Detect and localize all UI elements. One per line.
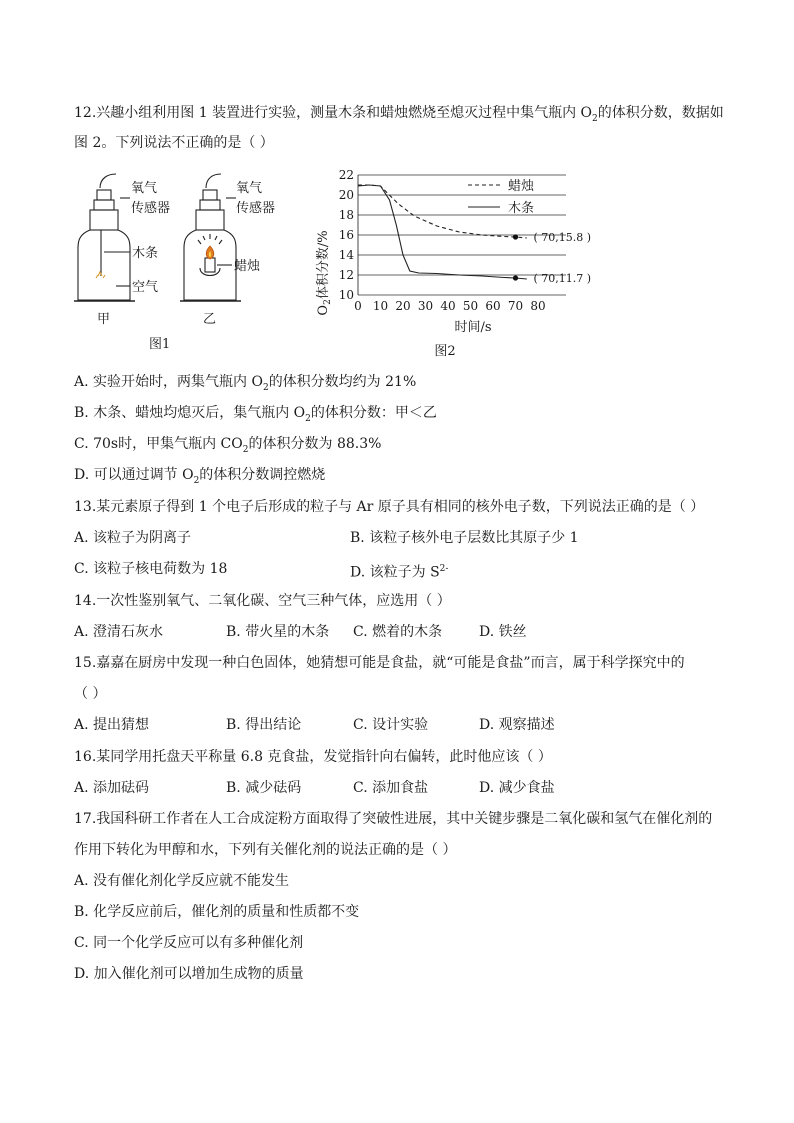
chart-ytick-label: 16 [338,228,354,242]
q12-option-d: D. 可以通过调节 $O_2$的体积分数调控燃烧 [74,467,326,486]
chart-ytick-label: 10 [338,288,354,302]
chart-legend-label: 木条 [508,201,535,216]
q15-option-b: B. 得出结论 [226,717,302,733]
sensor-label-b-2: 传感器 [236,201,276,216]
chart-xtick-label: 10 [372,299,389,313]
q17-stem: 17.我国科研工作者在人工合成淀粉方面取得了突破性进展，其中关键步骤是二氧化碳和氢气在催化剂的 [74,811,713,827]
q16-stem: 16.某同学用托盘天平称量 6.8 克食盐，发觉指针向右偏转，此时他应该（ ） [74,749,552,765]
figure-1-caption: 图1 [149,337,171,352]
label-air: 空气 [132,280,159,295]
chart-ytick-label: 14 [338,248,354,262]
q16-option-c: C. 添加食盐 [353,780,429,796]
chart-xtick-label: 80 [530,299,546,313]
q13-stem: 13.某元素原子得到 1 个电子后形成的粒子与 Ar 原子具有相同的核外电子数，下列说法正确的是（ ） [74,499,705,515]
q12-option-b: B. 木条、蜡烛均熄灭后，集气瓶内 $O_2$的体积分数：甲＜乙 [74,405,437,424]
chart-ytick-label: 22 [338,168,354,182]
sensor-label-a-2: 传感器 [131,201,171,216]
q12-option-a: A. 实验开始时，两集气瓶内 $O_2$的体积分数均约为 21% [74,374,417,393]
chart-xtick-label: 60 [485,299,501,313]
chart-ytick-label: 20 [338,188,354,202]
chart-ytick-label: 12 [338,268,354,282]
sensor-label-b-1: 氧气 [236,181,263,196]
q12-stem-line2: 图 2。下列说法不正确的是（ ） [74,135,274,151]
chart-ytick-label: 18 [338,208,354,222]
chart-xtick-label: 0 [354,299,362,313]
chart-data-point [513,234,518,239]
q12-option-c: C. 70s时，甲集气瓶内 $CO_2$的体积分数为 88.3% [74,436,382,455]
q14-stem: 14.一次性鉴别氧气、二氧化碳、空气三种气体，应选用（ ） [74,593,451,609]
chart-data-point [513,275,518,280]
q17-option-d: D. 加入催化剂可以增加生成物的质量 [74,966,304,982]
q17-option-a: A. 没有催化剂化学反应就不能发生 [74,873,290,889]
q14-option-d: D. 铁丝 [479,624,527,640]
chart-series-wood [358,185,527,279]
q17-option-b: B. 化学反应前后，催化剂的质量和性质都不变 [74,904,360,920]
q13-option-c: C. 该粒子核电荷数为 18 [74,561,228,577]
q13-option-b: B. 该粒子核外电子层数比其原子少 1 [350,530,579,546]
jar-b-label: 乙 [203,312,217,327]
label-wood: 木条 [132,246,159,261]
q15-stem: 15.嘉嘉在厨房中发现一种白色固体，她猜想可能是食盐，就“可能是食盐”而言，属于科学探究中的 [74,655,685,671]
q15-option-d: D. 观察描述 [479,717,555,733]
q17-stem-line2: 作用下转化为甲醇和水，下列有关催化剂的说法正确的是（ ） [74,842,457,858]
chart-xtick-label: 50 [462,299,479,313]
q13-option-a: A. 该粒子为阴离子 [74,530,192,546]
chart-point-label: ( 70,15.8 ) [533,231,592,244]
label-candle: 蜡烛 [234,259,261,274]
q13-option-d: D. 该粒子为 $S^{2-}$ [350,564,449,581]
jar-a-label: 甲 [97,312,111,327]
chart-xtick-label: 30 [417,299,434,313]
q16-option-d: D. 减少食盐 [479,780,555,796]
chart-point-label: ( 70,11.7 ) [533,272,592,285]
figure-2-caption: 图2 [434,344,456,359]
chart-xlabel: 时间/s [454,320,492,335]
figure-1-apparatus [70,168,280,358]
q12-stem-line1: 12.兴趣小组利用图 1 装置进行实验，测量木条和蜡烛燃烧至熄灭过程中集气瓶内 $O_2$的体积分数，数据如 [74,105,724,124]
q15-option-a: A. 提出猜想 [74,717,150,733]
chart-legend-label: 蜡烛 [508,179,535,194]
figure-2-chart [310,165,610,365]
chart-xtick-label: 20 [395,299,411,313]
chart-ylabel: $O_2$体积分数/% [316,230,333,316]
q16-option-b: B. 减少砝码 [226,780,302,796]
q14-option-b: B. 带火星的木条 [226,624,330,640]
q17-option-c: C. 同一个化学反应可以有多种催化剂 [74,935,304,951]
chart-xtick-label: 70 [507,299,524,313]
q16-option-a: A. 添加砝码 [74,780,150,796]
q14-option-a: A. 澄清石灰水 [74,624,164,640]
q15-stem-line2: （ ） [74,686,107,702]
chart-series-candle [358,185,527,238]
sensor-label-a-1: 氧气 [131,181,158,196]
chart-xtick-label: 40 [440,299,456,313]
q15-option-c: C. 设计实验 [353,717,429,733]
q14-option-c: C. 燃着的木条 [353,624,443,640]
